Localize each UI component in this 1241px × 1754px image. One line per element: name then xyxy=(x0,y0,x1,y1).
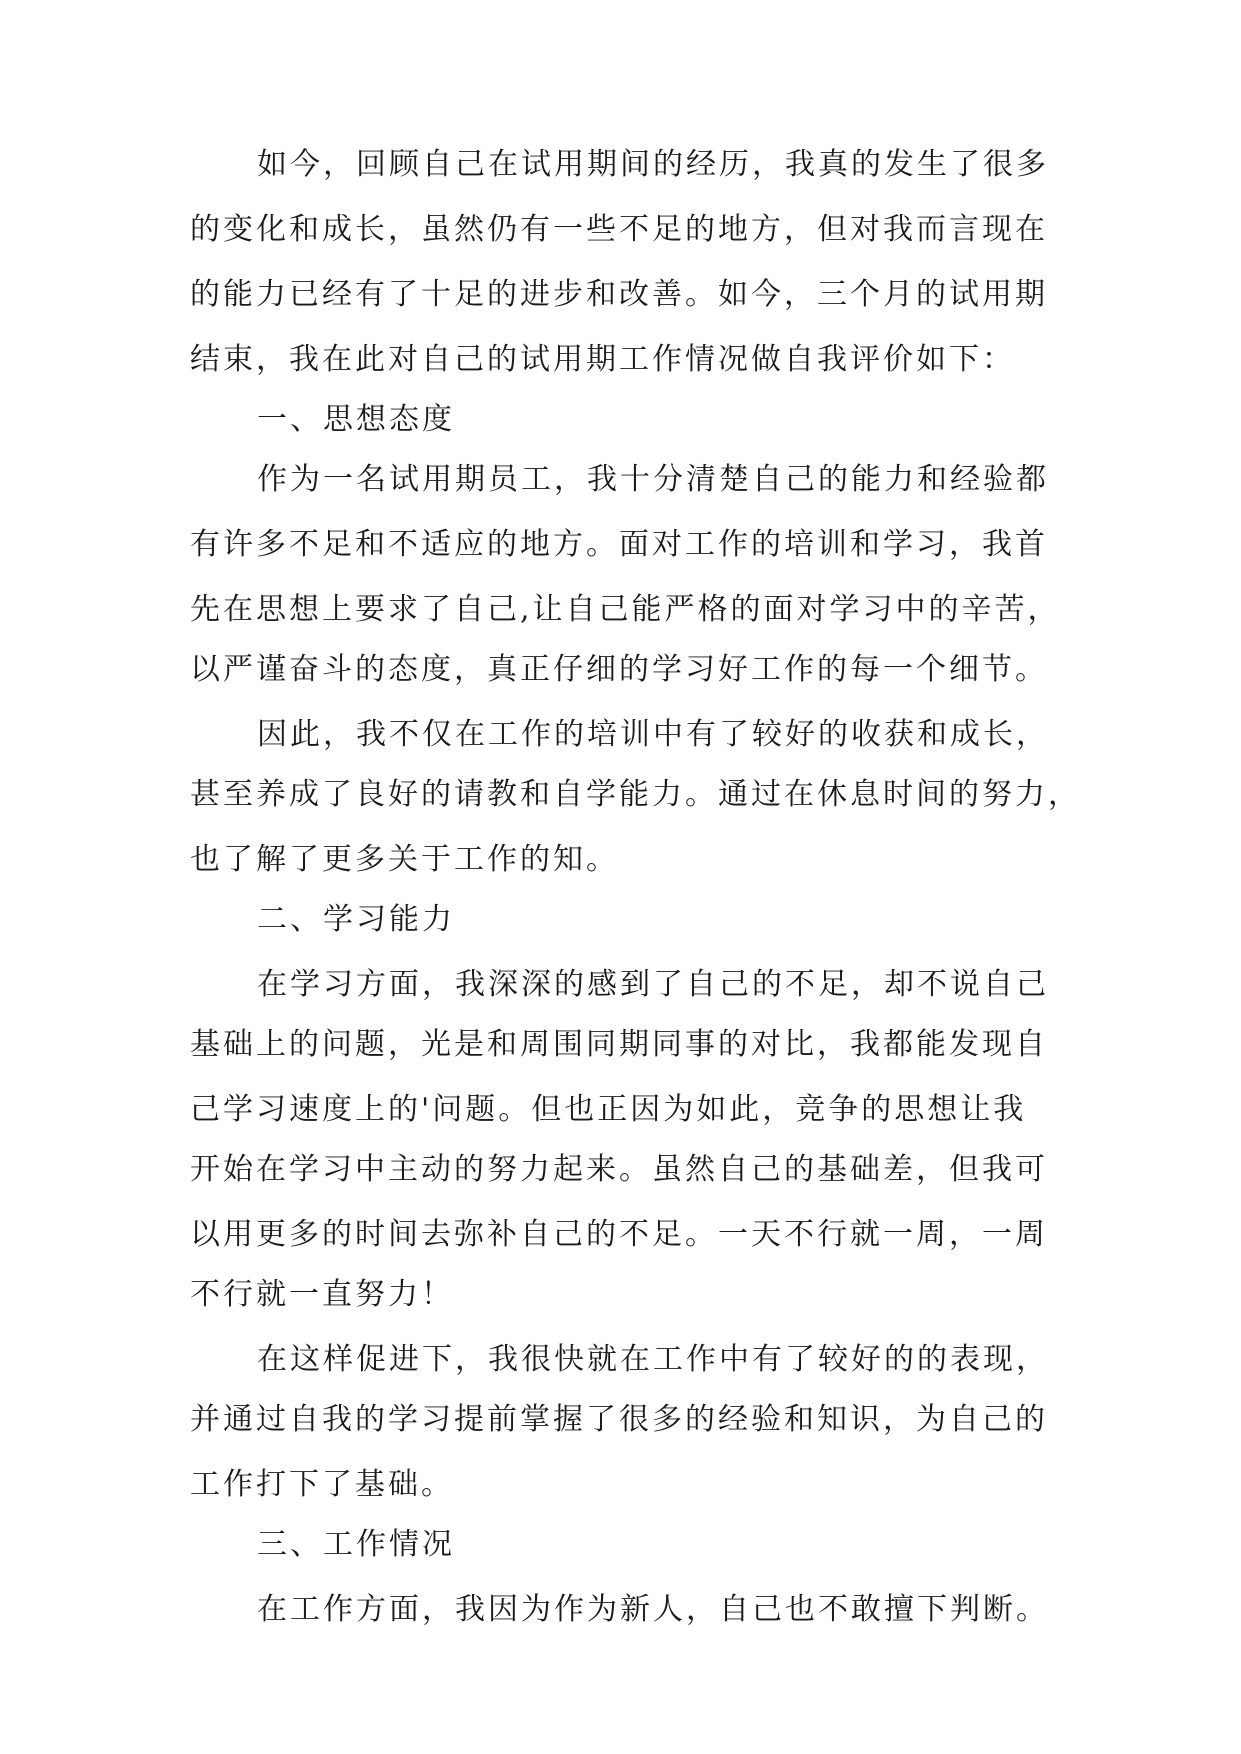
section-heading-learning-ability: 二、学习能力 xyxy=(257,902,455,937)
paragraph-line: 在这样促进下，我很快就在工作中有了较好的的表现， xyxy=(257,1342,1049,1377)
paragraph-line: 如今，回顾自己在试用期间的经历，我真的发生了很多 xyxy=(257,147,1049,182)
paragraph-line: 以严谨奋斗的态度，真正仔细的学习好工作的每一个细节。 xyxy=(190,652,1048,687)
paragraph-line: 开始在学习中主动的努力起来。虽然自己的基础差，但我可 xyxy=(190,1152,1048,1187)
section-heading-work-situation: 三、工作情况 xyxy=(257,1527,455,1562)
paragraph-line: 结束，我在此对自己的试用期工作情况做自我评价如下： xyxy=(190,342,1015,377)
paragraph-line: 工作打下了基础。 xyxy=(190,1467,454,1502)
paragraph-line: 因此，我不仅在工作的培训中有了较好的收获和成长， xyxy=(257,717,1049,752)
paragraph-line: 先在思想上要求了自己,让自己能严格的面对学习中的辛苦， xyxy=(190,592,1061,627)
section-heading-thinking-attitude: 一、思想态度 xyxy=(257,402,455,437)
paragraph-line: 甚至养成了良好的请教和自学能力。通过在休息时间的努力， xyxy=(190,777,1081,812)
paragraph-line: 也了解了更多关于工作的知。 xyxy=(190,842,619,877)
paragraph-line: 基础上的问题，光是和周围同期同事的对比，我都能发现自 xyxy=(190,1027,1048,1062)
paragraph-line: 在工作方面，我因为作为新人，自己也不敢擅下判断。 xyxy=(257,1592,1049,1627)
paragraph-line: 以用更多的时间去弥补自己的不足。一天不行就一周，一周 xyxy=(190,1217,1048,1252)
paragraph-line: 己学习速度上的'问题。但也正因为如此，竞争的思想让我 xyxy=(190,1092,1027,1127)
paragraph-line: 不行就一直努力！ xyxy=(190,1277,454,1312)
paragraph-line: 并通过自我的学习提前掌握了很多的经验和知识，为自己的 xyxy=(190,1402,1048,1437)
paragraph-line: 的能力已经有了十足的进步和改善。如今，三个月的试用期 xyxy=(190,277,1048,312)
paragraph-line: 的变化和成长，虽然仍有一些不足的地方，但对我而言现在 xyxy=(190,212,1048,247)
paragraph-line: 有许多不足和不适应的地方。面对工作的培训和学习，我首 xyxy=(190,527,1048,562)
paragraph-line: 作为一名试用期员工，我十分清楚自己的能力和经验都 xyxy=(257,462,1049,497)
paragraph-line: 在学习方面，我深深的感到了自己的不足，却不说自己 xyxy=(257,967,1049,1002)
